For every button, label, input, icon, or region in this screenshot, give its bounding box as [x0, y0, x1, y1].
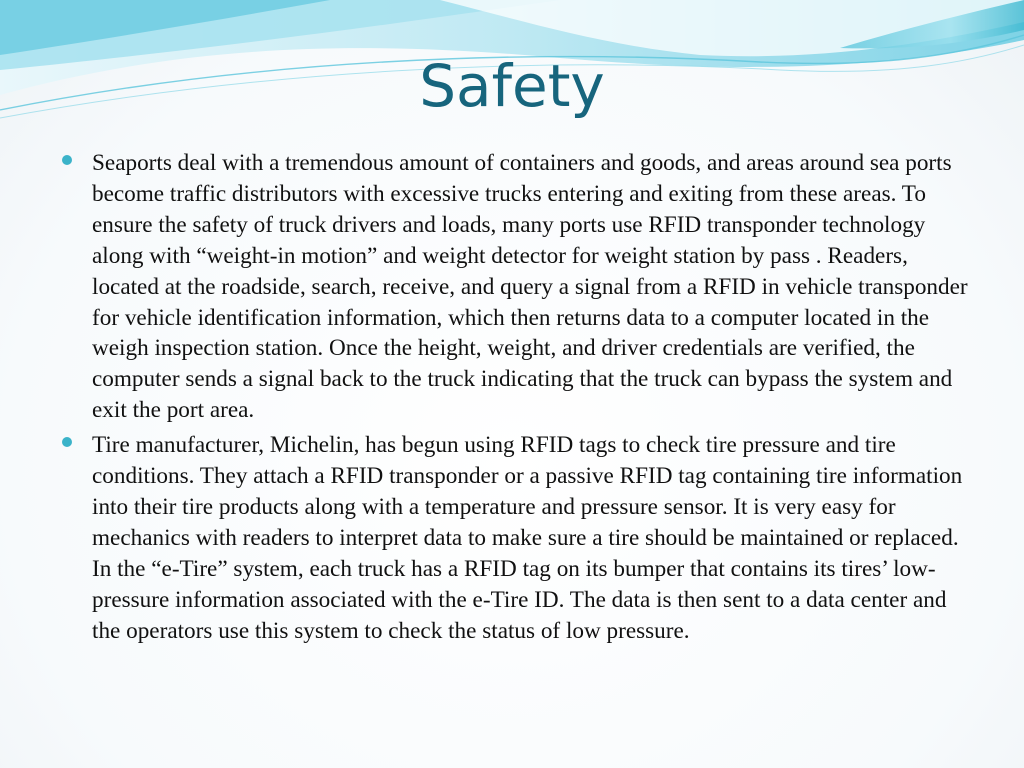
bullet-item-tire-manufacturer	[60, 430, 970, 646]
slide-title: Safety	[419, 52, 605, 120]
bullet-list	[60, 148, 970, 651]
bullet-dot-icon	[62, 155, 72, 165]
bullet-dot-icon	[62, 437, 72, 447]
bullet-text: Tire manufacturer, Michelin, has begun using RFID tags to check tire pressure and tire conditions. They attach a RFID transponder or a passive RFID tag containing tire information into their tire products along with a temperature and pressure sensor. It is very easy for mechanics with readers to interpret data to make sure a tire should be maintained or replaced. In the “e-Tire” system, each truck has a RFID tag on its bumper that contains its tires’ low-pressure information associated with the e-Tire ID. The data is then sent to a data center and the operators use this system to check the status of low pressure.	[92, 432, 963, 644]
bullet-item-seaports	[60, 148, 970, 426]
bullet-text: Seaports deal with a tremendous amount of containers and goods, and areas around sea ports become traffic distributors with excessive trucks entering and exiting from these areas. To ensure the safety of truck drivers and loads, many ports use RFID transponder technology along with “weight-in motion” and weight detector for weight station by pass . Readers, located at the roadside, search, receive, and query a signal from a RFID in vehicle transponder for vehicle identification information, which then returns data to a computer located in the weigh inspection station. Once the height, weight, and driver credentials are verified, the computer sends a signal back to the truck indicating that the truck can bypass the system and exit the port area.	[92, 150, 968, 424]
